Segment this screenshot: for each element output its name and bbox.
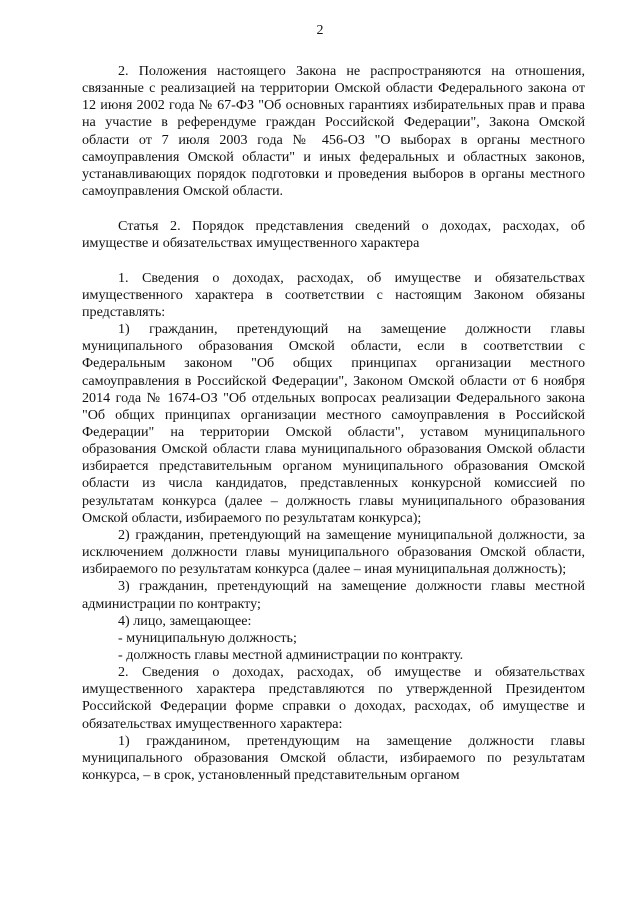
paragraph-part1-item4: 4) лицо, замещающее: — [118, 612, 252, 629]
paragraph-part1-item1: 1) гражданин, претендующий на замещение должности главы муниципального образования Омской области, если в соответствии с Федеральным законом "Об общих принципах организации местного самоуправления в Российской Федерации", Законом Омской области от 6 ноября 2014 года № 1674-ОЗ "Об отдельных вопросах реализации Федерального закона "Об общих принципах организации местного самоуправления в Российской Федерации" на территории Омской области", уставом муниципального образования Омской области глава муниципального образования Омской области избирается представительным органом муниципального образования Омской области из числа кандидатов, представленных конкурсной комиссией по результатам конкурса (далее – должность главы муниципального образования Омской области, избираемого по результатам конкурса); — [82, 321, 585, 526]
document-body — [82, 63, 585, 784]
paragraph-article1-part2: 2. Положения настоящего Закона не распространяются на отношения, связанные с реализацией на территории Омской области Федерального закона от 12 июня 2002 года № 67-ФЗ "Об основных гарантиях избирательных прав и права на участие в референдуме граждан Российской Федерации", Закона Омской области от 7 июля 2003 года № 456-ОЗ "О выборах в органы местного самоуправления Омской области" и иных федеральных и областных законов, устанавливающих порядок подготовки и проведения выборов в органы местного самоуправления Омской области. — [82, 63, 585, 200]
paragraph-part1-intro: 1. Сведения о доходах, расходах, об имуществе и обязательствах имущественного характера в соответствии с настоящим Законом обязаны представлять: — [82, 269, 585, 320]
article2-heading: Статья 2. Порядок представления сведений о доходах, расходах, об имуществе и обязательствах имущественного характера — [82, 218, 585, 252]
paragraph-part1-item3: 3) гражданин, претендующий на замещение должности главы местной администрации по контракту; — [82, 578, 585, 612]
page-number: 2 — [316, 23, 324, 38]
paragraph-part2-item1: 1) гражданином, претендующим на замещение должности главы муниципального образования Омской области, избираемого по результатам конкурса, – в срок, установленный представительным органом — [82, 732, 585, 784]
paragraph-part1-item2: 2) гражданин, претендующий на замещение муниципальной должности, за исключением должности главы муниципального образования Омской области, избираемого по результатам конкурса (далее – иная муниципальная должность); — [82, 526, 585, 578]
paragraph-part2-intro: 2. Сведения о доходах, расходах, об имуществе и обязательствах имущественного характера представляются по утвержденной Президентом Российской Федерации форме справки о доходах, расходах, об имуществе и обязательствах имущественного характера: — [82, 664, 585, 732]
paragraph-part1-item4-sub2: - должность главы местной администрации по контракту. — [118, 647, 464, 663]
paragraph-part1-item4-sub1: - муниципальную должность; — [118, 629, 297, 646]
spacer — [82, 200, 585, 218]
spacer — [82, 253, 585, 270]
